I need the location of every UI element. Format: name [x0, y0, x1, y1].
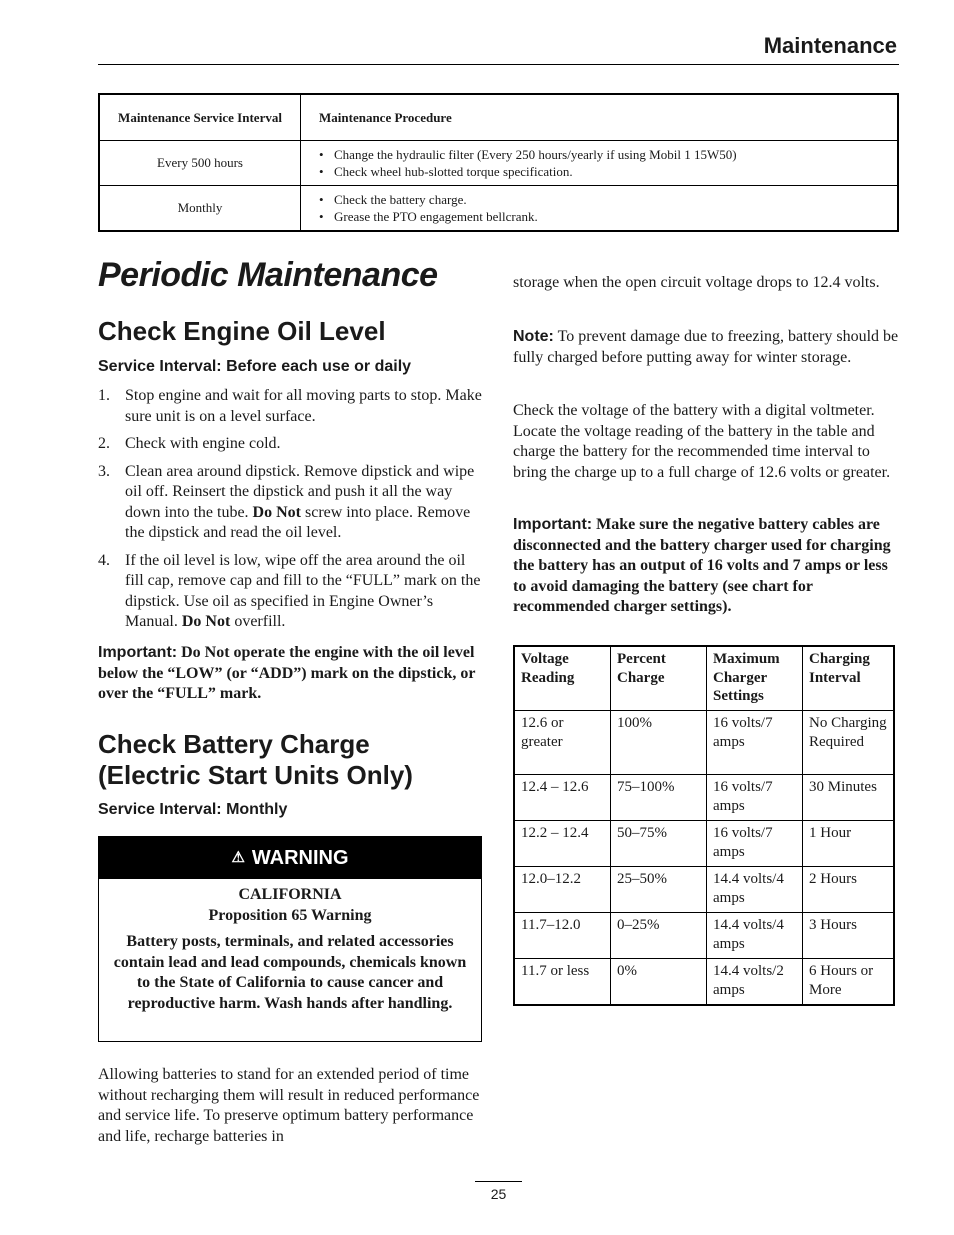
table-row: [514, 711, 894, 775]
list-item: 2. Check with engine cold.: [98, 435, 281, 452]
table-cell: 100%: [611, 711, 707, 775]
list-item: • Check wheel hub-slotted torque specification.: [319, 163, 889, 180]
table-cell: 0%: [611, 959, 707, 1005]
oil-heading: Check Engine Oil Level: [98, 316, 386, 346]
header-divider: [98, 64, 899, 65]
table-row: [514, 959, 894, 1005]
interval-cell: Monthly: [99, 186, 301, 232]
running-header: Maintenance: [763, 33, 897, 58]
section-title: Periodic Maintenance: [98, 256, 438, 294]
table-cell: 14.4 volts/4 amps: [707, 867, 803, 913]
table-cell: 25–50%: [611, 867, 707, 913]
footer-divider: [475, 1181, 522, 1182]
table-cell: 12.0–12.2: [514, 867, 611, 913]
table-cell: 11.7–12.0: [514, 913, 611, 959]
warning-box: [98, 836, 482, 1042]
battery-voltage-paragraph: Check the voltage of the battery with a digital voltmeter. Locate the voltage reading of the battery in the table and charge the battery for the recommended time interval to bring the charge up to a full charge of 12.6 volts or greater.: [513, 402, 891, 481]
interval-cell: Every 500 hours: [99, 141, 301, 186]
warning-header: ⚠ WARNING: [99, 837, 481, 879]
table-cell: 16 volts/7 amps: [707, 821, 803, 867]
table-cell: 75–100%: [611, 775, 707, 821]
table-row: [514, 913, 894, 959]
procedure-cell: [301, 141, 899, 186]
battery-paragraph-continued: storage when the open circuit voltage drops to 12.4 volts.: [513, 274, 880, 291]
table-row: [514, 867, 894, 913]
table-row: [514, 821, 894, 867]
column-header: Charging Interval: [803, 646, 895, 711]
table-row: [99, 186, 898, 232]
table-row: [514, 775, 894, 821]
column-header: Voltage Reading: [514, 646, 611, 711]
table-cell: 30 Minutes: [803, 775, 895, 821]
table-cell: 1 Hour: [803, 821, 895, 867]
list-item: • Check the battery charge.: [319, 191, 889, 208]
warning-triangle-icon: ⚠: [231, 849, 245, 866]
oil-steps: [98, 386, 484, 640]
list-item: 4. If the oil level is low, wipe off the area around the oil fill cap, remove cap and fill to the “FULL” mark on the dipstick. Use oil as specified in Engine Owner’s Manual. Do Not overfill.: [98, 551, 481, 630]
table-cell: 14.4 volts/4 amps: [707, 913, 803, 959]
column-header: Maximum Charger Settings: [707, 646, 803, 711]
oil-important-note: Important: Do Not operate the engine with the oil level below the “LOW” (or “ADD”) mark on the dipstick, or over the “FULL” mark.: [98, 644, 476, 702]
table-header-row: [514, 646, 894, 711]
column-header: Percent Charge: [611, 646, 707, 711]
procedure-cell: [301, 186, 899, 232]
table-cell: 6 Hours or More: [803, 959, 895, 1005]
maintenance-schedule-table: [98, 93, 899, 232]
table-row: [99, 141, 898, 186]
table-cell: 16 volts/7 amps: [707, 711, 803, 775]
table-header-row: [99, 94, 898, 141]
battery-service-interval: Service Interval: Monthly: [98, 801, 288, 818]
table-cell: 12.6 or greater: [514, 711, 611, 775]
table-cell: 14.4 volts/2 amps: [707, 959, 803, 1005]
battery-important-note: Important: Make sure the negative battery cables are disconnected and the battery charger used for charging the battery has an output of 16 volts and 7 amps or less to avoid damaging the battery (see chart for recommended charger settings).: [513, 516, 891, 615]
list-item: 1. Stop engine and wait for all moving parts to stop. Make sure unit is on a level surface.: [98, 387, 482, 425]
battery-note: Note: To prevent damage due to freezing, battery should be fully charged before putting away for winter storage.: [513, 328, 899, 366]
battery-charge-table: [513, 645, 895, 1006]
list-item: • Grease the PTO engagement bellcrank.: [319, 208, 889, 225]
table-cell: 0–25%: [611, 913, 707, 959]
table-cell: 50–75%: [611, 821, 707, 867]
column-header: Maintenance Service Interval: [99, 94, 301, 141]
table-cell: 12.2 – 12.4: [514, 821, 611, 867]
table-cell: 11.7 or less: [514, 959, 611, 1005]
battery-paragraph: Allowing batteries to stand for an extended period of time without recharging them will result in reduced performance and service life. To preserve optimum battery performance and life, recharge batteries in: [98, 1066, 480, 1145]
oil-service-interval: Service Interval: Before each use or daily: [98, 358, 412, 375]
table-cell: 3 Hours: [803, 913, 895, 959]
list-item: • Change the hydraulic filter (Every 250 hours/yearly if using Mobil 1 15W50): [319, 146, 889, 163]
table-cell: 2 Hours: [803, 867, 895, 913]
page-number: 25: [490, 1186, 507, 1202]
table-cell: 16 volts/7 amps: [707, 775, 803, 821]
column-header: Maintenance Procedure: [301, 94, 899, 141]
table-cell: 12.4 – 12.6: [514, 775, 611, 821]
warning-body: CALIFORNIA Proposition 65 Warning Battery posts, terminals, and related accessories contain lead and lead compounds, chemicals known to the State of California to cause cancer and reproductive harm. Wash hands after handling.: [113, 886, 467, 1012]
battery-heading: Check Battery Charge (Electric Start Units Only): [98, 729, 413, 790]
table-cell: No Charging Required: [803, 711, 895, 775]
list-item: 3. Clean area around dipstick. Remove dipstick and wipe oil off. Reinsert the dipstick and push it all the way down into the tube. Do Not screw into place. Remove the dipstick and read the oil level.: [98, 462, 475, 541]
